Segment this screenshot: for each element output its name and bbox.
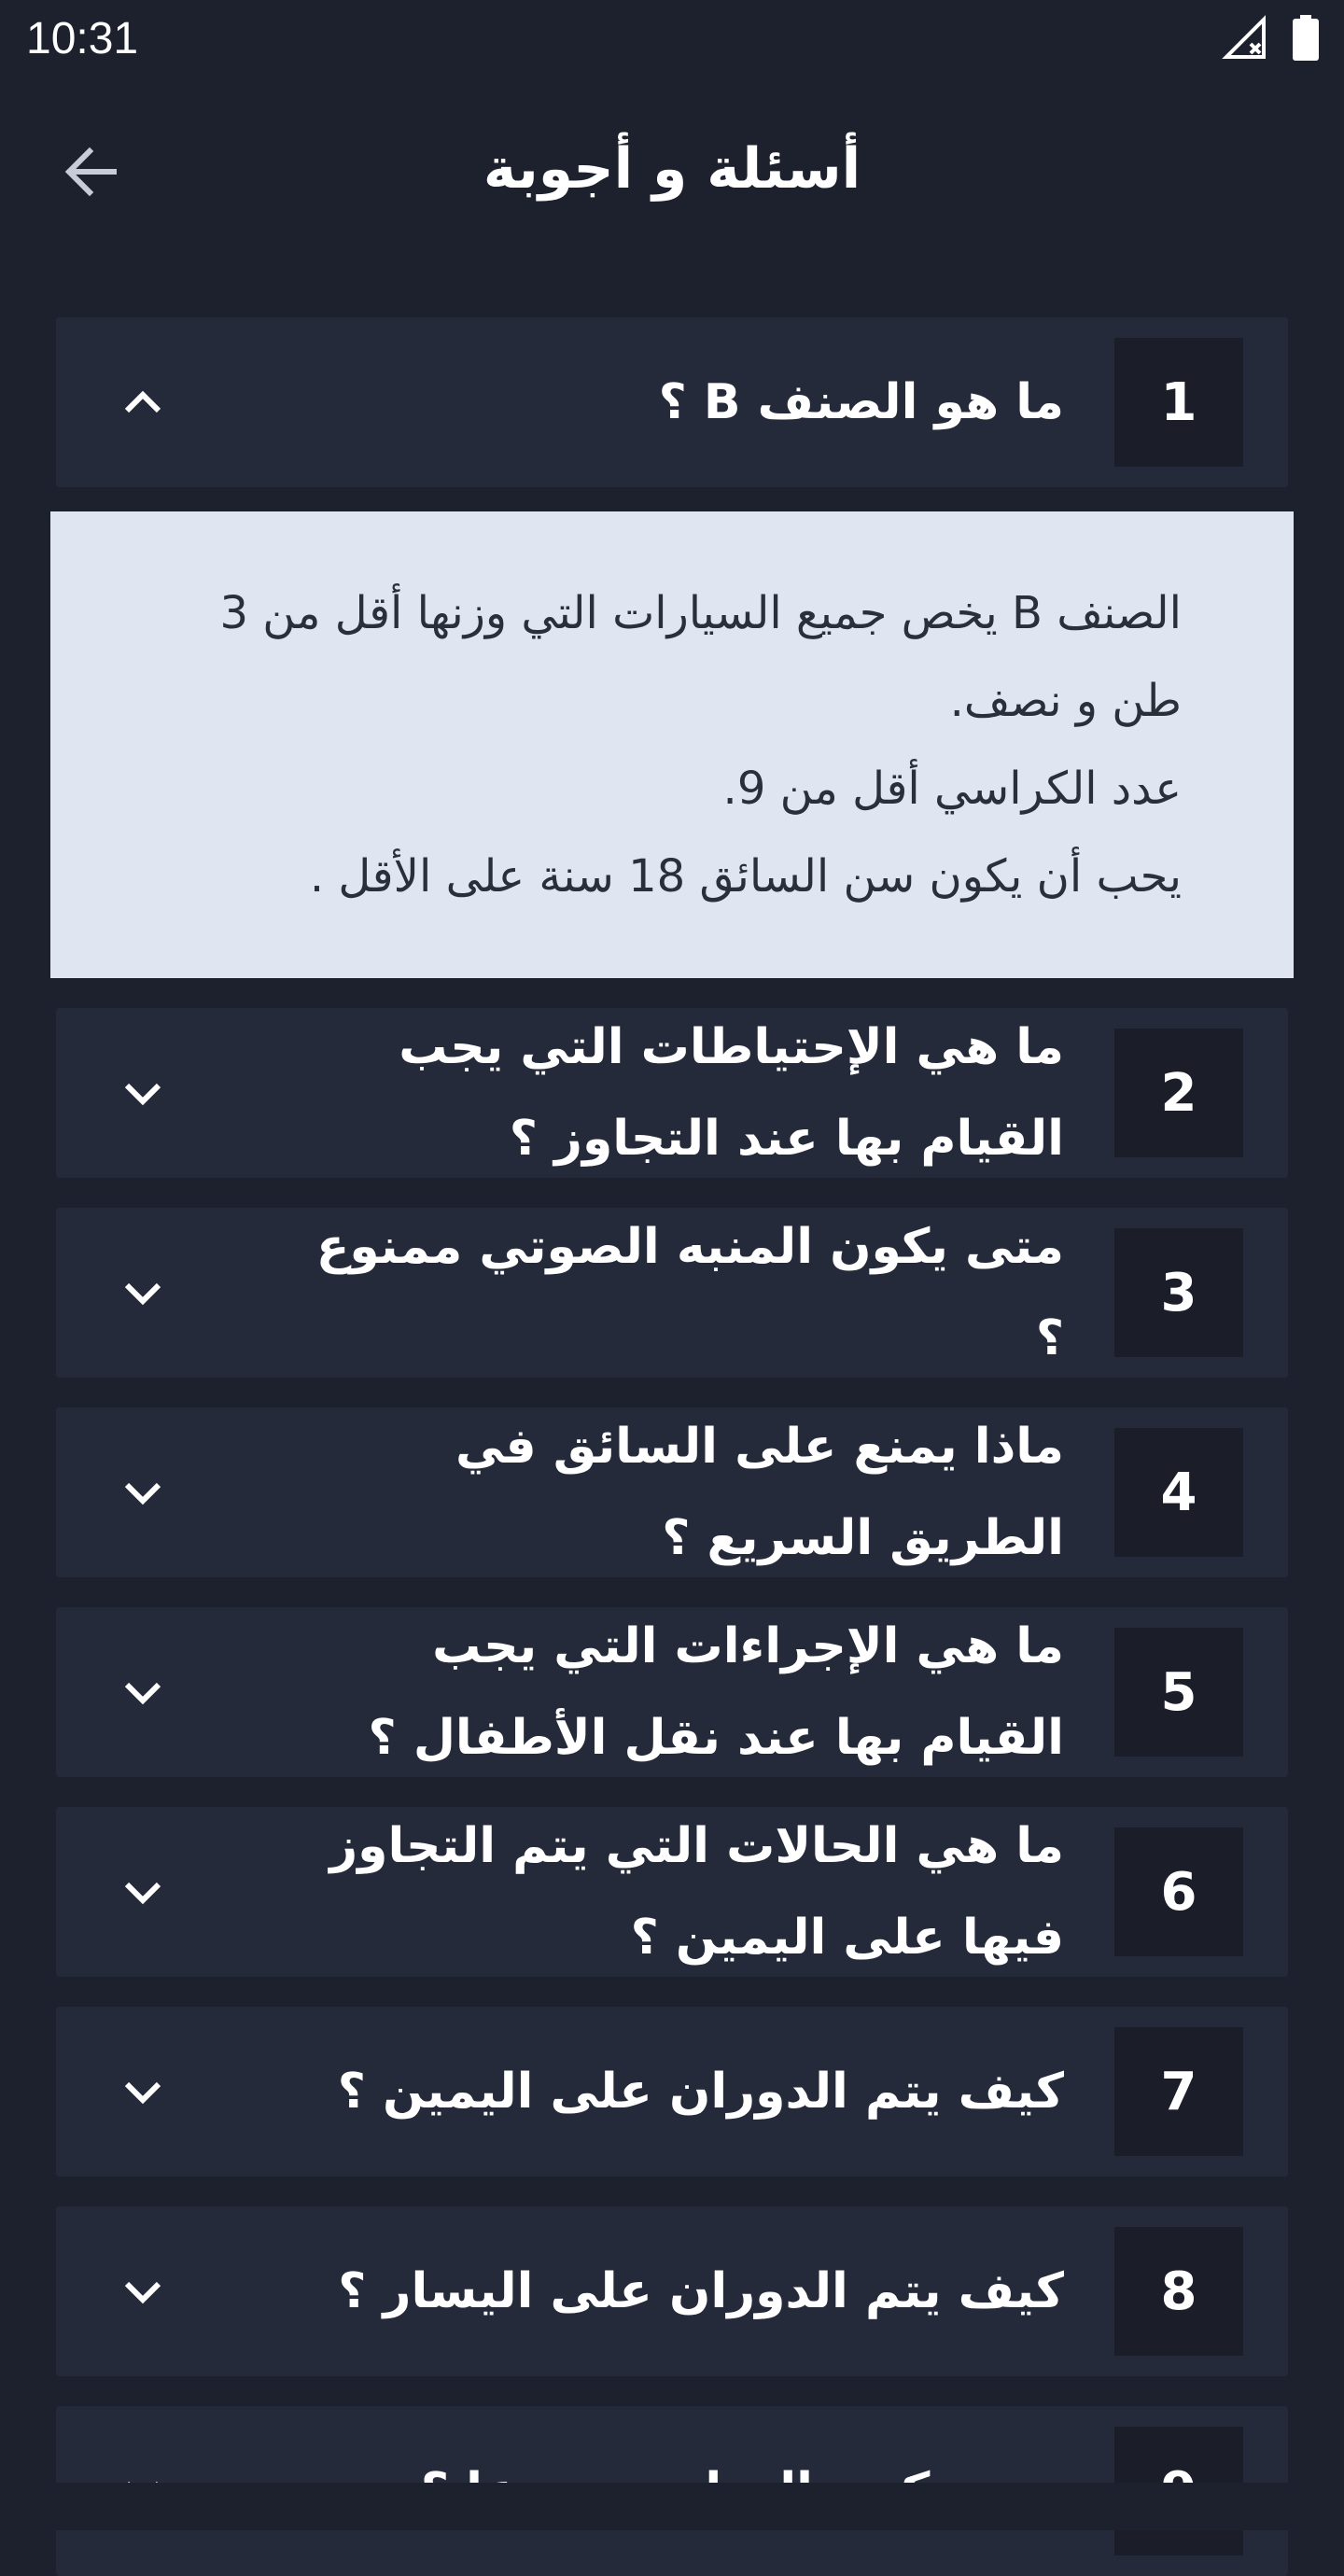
question-number: 7: [1114, 2027, 1243, 2156]
chevron-down-icon[interactable]: [112, 1262, 174, 1323]
qa-item-8: [56, 2206, 1288, 2376]
status-time: 10:31: [26, 14, 139, 63]
question-card[interactable]: [56, 1407, 1288, 1577]
answer-line: يحب أن يكون سن السائق 18 سنة على الأقل .: [309, 850, 1182, 903]
question-card[interactable]: [56, 1807, 1288, 1977]
chevron-down-icon[interactable]: [112, 1661, 174, 1723]
navigation-bar: [0, 2483, 1344, 2530]
qa-item-7: [56, 2007, 1288, 2177]
question-number: 1: [1114, 338, 1243, 467]
chevron-down-icon[interactable]: [112, 1062, 174, 1124]
question-text: ما هي الإجراءات التي يجب القيام بها عند نقل الأطفال ؟: [368, 1618, 1064, 1766]
question-text: ما هي الحالات التي يتم التجاوز فيها على اليمين ؟: [329, 1818, 1064, 1966]
chevron-down-icon[interactable]: [112, 2061, 174, 2122]
chevron-down-icon[interactable]: [112, 1861, 174, 1923]
chevron-up-icon[interactable]: [112, 371, 174, 433]
qa-item-5: [56, 1607, 1288, 1777]
question-card[interactable]: [56, 1607, 1288, 1777]
question-text: متى يكون المنبه الصوتي ممنوع ؟: [315, 1219, 1064, 1366]
question-card[interactable]: [56, 2206, 1288, 2376]
qa-item-3: [56, 1208, 1288, 1378]
qa-item-6: [56, 1807, 1288, 1977]
question-number: 4: [1114, 1428, 1243, 1557]
question-card[interactable]: [56, 1008, 1288, 1178]
question-card[interactable]: [56, 2007, 1288, 2177]
question-number: 6: [1114, 1827, 1243, 1956]
question-text: كيف يتم الدوران على اليسار ؟: [338, 2263, 1064, 2319]
page-title: أسئلة و أجوبة: [483, 136, 861, 202]
battery-icon: [1292, 15, 1320, 65]
question-text: ماذا يمنع على السائق في الطريق السريع ؟: [455, 1419, 1064, 1566]
answer-panel: [50, 511, 1294, 978]
qa-item-4: [56, 1407, 1288, 1577]
answer-line: طن و نصف.: [949, 675, 1182, 727]
question-card[interactable]: [56, 1208, 1288, 1378]
signal-icon: [1223, 16, 1267, 64]
question-number: 5: [1114, 1628, 1243, 1757]
question-number: 8: [1114, 2227, 1243, 2356]
question-text: كيف يتم الدوران على اليمين ؟: [337, 2064, 1064, 2120]
chevron-down-icon[interactable]: [112, 2261, 174, 2322]
qa-item-1: [56, 317, 1288, 978]
status-icons: [1223, 15, 1320, 65]
answer-line: عدد الكراسي أقل من 9.: [722, 763, 1182, 815]
qa-item-2: [56, 1008, 1288, 1178]
chevron-down-icon[interactable]: [112, 1462, 174, 1523]
question-number: 2: [1114, 1029, 1243, 1157]
app-bar: [0, 103, 1344, 233]
question-text: ما هو الصنف B ؟: [658, 374, 1064, 430]
question-text: ما هي الإحتياطات التي يجب القيام بها عند التجاوز ؟: [399, 1019, 1064, 1167]
question-card[interactable]: [56, 317, 1288, 487]
status-bar: [0, 0, 1344, 84]
answer-line: الصنف B يخص جميع السيارات التي وزنها أقل من 3: [219, 587, 1182, 639]
qa-list[interactable]: [56, 317, 1288, 2483]
question-number: 3: [1114, 1228, 1243, 1357]
